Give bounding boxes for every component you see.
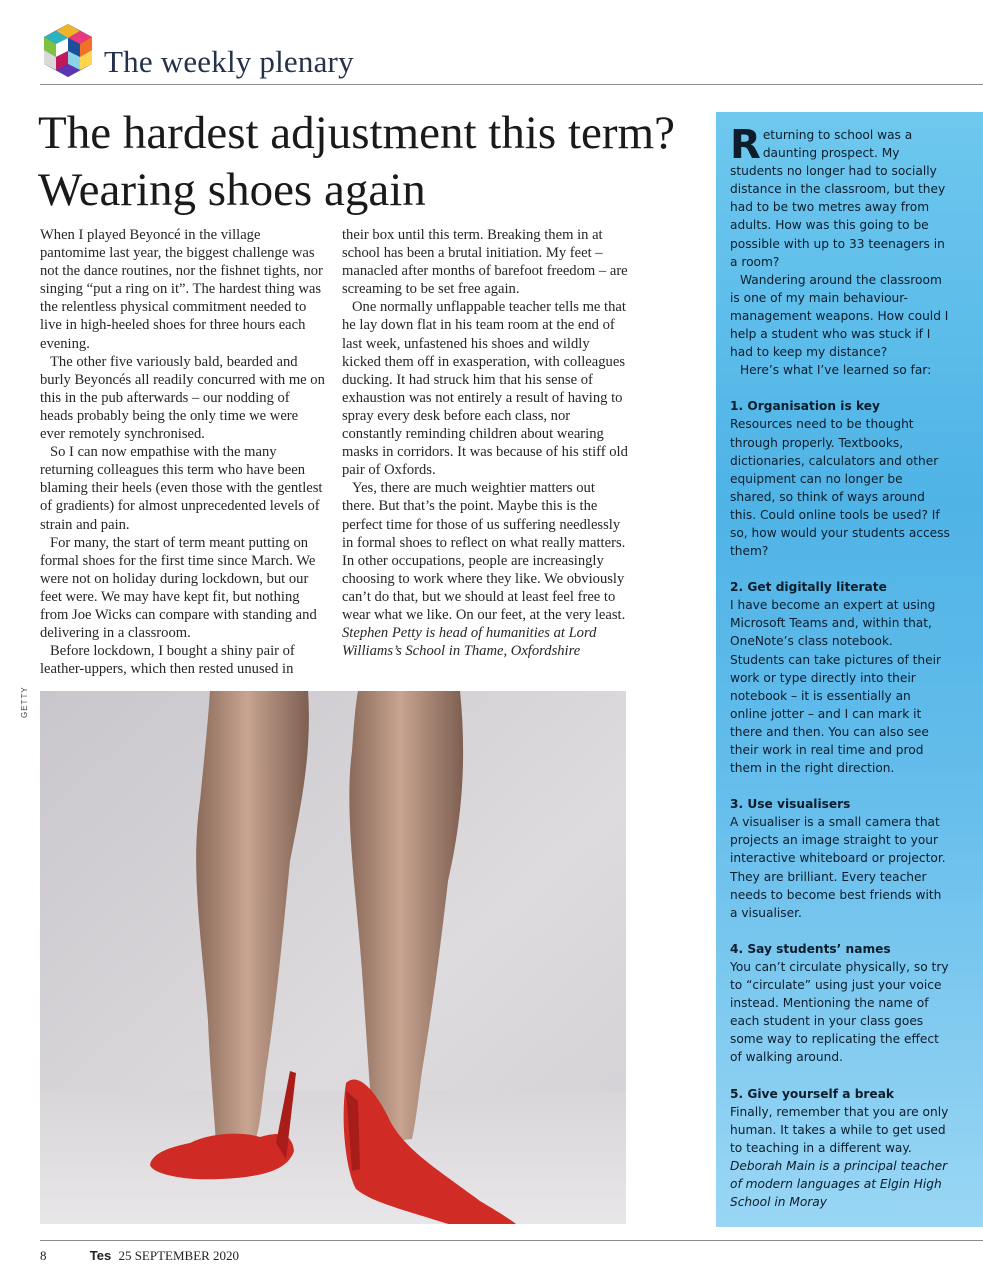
article-paragraph: The other five variously bald, bearded and burly Beyoncés all readily concurred with me on this in the pub afterwards – our nodding of heads probably being the only time we were ever remotely synchronised.	[40, 353, 325, 443]
article-byline: Stephen Petty is head of humanities at Lord Williams’s School in Thame, Oxfordshire	[342, 625, 597, 660]
article-column-2	[342, 226, 628, 660]
tes-brand: Tes	[89, 1248, 112, 1263]
sidebar-intro	[730, 122, 950, 271]
sidebar-byline: Deborah Main is a principal teacher of modern languages at Elgin High School in Moray	[730, 1158, 948, 1210]
tip-body: Resources need to be thought through properly. Textbooks, dictionaries, calculators and other equipment can no longer be shared, so think of ways around this. Could online tools be used? If so, how would your students access them?	[730, 417, 950, 559]
article-headline: The hardest adjustment this term? Wearing shoes again	[38, 107, 675, 216]
sidebar-intro-text: eturning to school was a daunting prospect. My students no longer had to socially distance in the classroom, but they had to be two metres away from adults. How was this going to be possible with up to 33 teenagers in a room?	[730, 128, 946, 269]
sidebar-content	[730, 122, 950, 1211]
hexagon-cube-logo	[40, 22, 96, 78]
page-footer	[40, 1248, 239, 1264]
article-paragraph: One normally unflappable teacher tells me that he lay down flat in his team room at the end of last week, unfastened his shoes and wildly kicked them off in exasperation, with colleagues ducking. It had struck him that his sense of exhaustion was not entirely a result of having to spray every desk before each class, nor constantly reminding children about wearing masks in corridors. It was because of his stiff old pair of Oxfords.	[342, 299, 628, 479]
issue-date: 25 SEPTEMBER 2020	[118, 1248, 240, 1263]
tip-item	[730, 578, 950, 777]
drop-cap: R	[730, 122, 761, 168]
page-number: 8	[40, 1248, 47, 1263]
article-paragraph: For many, the start of term meant putting on formal shoes for the first time since March. We were not on holiday during lockdown, but our feet were. We may have kept fit, but nothing from Joe Wicks can compare with standing and delivering in a classroom.	[40, 534, 317, 642]
photo-credit: GETTY	[20, 686, 29, 718]
tip-body: Finally, remember that you are only human. It takes a while to get used to teaching in a different way.	[730, 1104, 949, 1155]
tip-heading: 2. Get digitally literate	[730, 580, 887, 595]
tip-item	[730, 1085, 950, 1157]
sidebar-paragraph: Here’s what I’ve learned so far:	[740, 363, 932, 378]
article-paragraph: So I can now empathise with the many returning colleagues this term who have been blaming their heels (even those with the gentlest of gradients) for almost unprecedented levels of strain and pain.	[40, 444, 323, 533]
article-paragraph: When I played Beyoncé in the village pantomime last year, the biggest challenge was not the dance routines, nor the fishnet tights, nor singing “put a ring on it”. The hardest thing was the relentless physical commitment needed to live in high-heeled shoes for three hours each evening.	[40, 227, 323, 352]
tip-heading: 1. Organisation is key	[730, 399, 880, 414]
footer-divider	[40, 1240, 983, 1241]
tip-body: I have become an expert at using Microsoft Teams and, within that, OneNote’s class notebook. Students can take pictures of their work or type directly into their notebook – it is essentially an online jotter – and I can mark it there and then. You can also see their work in real time and prod them in the right direction.	[730, 598, 942, 776]
article-paragraph: Before lockdown, I bought a shiny pair of leather-uppers, which then rested unused in	[40, 643, 295, 678]
tip-body: You can’t circulate physically, so try to “circulate” using just your voice instead. Mentioning the name of each student in your class goes some way to replicating the effect of walking around.	[730, 959, 949, 1065]
sidebar-paragraph: Wandering around the classroom is one of my main behaviour-management weapons. How could I help a student who was stuck if I had to keep my distance?	[730, 272, 949, 360]
tip-item	[730, 397, 950, 560]
legs-in-red-high-heels-photo	[40, 691, 626, 1224]
section-title: The weekly plenary	[104, 44, 354, 79]
article-column-1	[40, 226, 326, 678]
tip-item	[730, 795, 950, 922]
tip-body: A visualiser is a small camera that projects an image straight to your interactive whiteboard or projector. They are brilliant. Every teacher needs to become best friends with a visualiser.	[730, 815, 946, 920]
sidebar-tips-panel	[716, 112, 983, 1227]
article-paragraph: their box until this term. Breaking them in at school has been a brutal initiation. My feet – manacled after months of barefoot freedom – are screaming to be set free again.	[342, 227, 628, 298]
tip-item	[730, 940, 950, 1067]
tip-heading: 3. Use visualisers	[730, 797, 851, 812]
tip-heading: 5. Give yourself a break	[730, 1086, 895, 1101]
tip-heading: 4. Say students’ names	[730, 941, 891, 956]
header-divider	[40, 84, 983, 85]
article-paragraph: Yes, there are much weightier matters out there. But that’s the point. Maybe this is the perfect time for those of us suffering needlessly in formal shoes to reflect on what really matters. In other occupations, people are increasingly choosing to work where they like. We obviously can’t do that, but we should at least feel free to wear what we like. On our feet, at the very least.	[342, 480, 626, 623]
